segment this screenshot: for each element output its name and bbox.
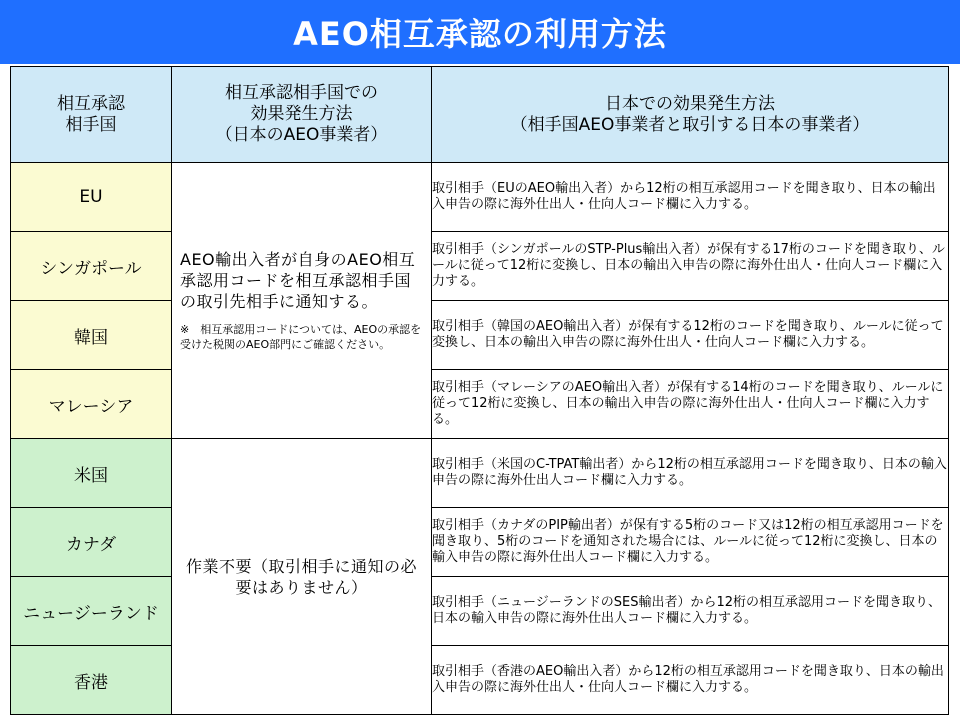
country-cell: シンガポール xyxy=(11,232,172,301)
header-japan-effect: 日本での効果発生方法 （相手国AEO事業者と取引する日本の事業者） xyxy=(432,67,949,163)
aeo-table xyxy=(10,66,949,715)
method-text: 作業不要（取引相手に通知の必要はありません） xyxy=(185,556,417,597)
country-cell: EU xyxy=(11,163,172,232)
country-cell: 韓国 xyxy=(11,301,172,370)
method-cell-notify xyxy=(172,163,432,439)
header-partner-country: 相互承認 相手国 xyxy=(11,67,172,163)
table-row xyxy=(11,646,949,715)
title-bar xyxy=(0,0,960,64)
country-cell: 米国 xyxy=(11,439,172,508)
country-cell: カナダ xyxy=(11,508,172,577)
table-row xyxy=(11,577,949,646)
detail-cell: 取引相手（ニュージーランドのSES輸出者）から12桁の相互承認用コードを聞き取り、日本の輸入申告の際に海外仕出人コード欄に入力する。 xyxy=(432,577,949,646)
table-row xyxy=(11,232,949,301)
table-row xyxy=(11,301,949,370)
method-note: ※ 相互承認用コードについては、AEOの承認を受けた税関のAEO部門にご確認ください。 xyxy=(180,323,422,351)
table-row xyxy=(11,370,949,439)
page-title: AEO相互承認の利用方法 xyxy=(293,15,667,53)
method-text: AEO輸出入者が自身のAEO相互承認用コードを相互承認相手国の取引先相手に通知する。 xyxy=(180,250,416,311)
detail-cell: 取引相手（韓国のAEO輸出入者）が保有する12桁のコードを聞き取り、ルールに従って変換し、日本の輸出入申告の際に海外仕出人・仕向人コード欄に入力する。 xyxy=(432,301,949,370)
detail-cell: 取引相手（カナダのPIP輸出者）が保有する5桁のコード又は12桁の相互承認用コードを聞き取り、5桁のコードを通知された場合には、ルールに従って12桁に変換し、日本の輸入申告の際に海外仕出人コード欄に入力する。 xyxy=(432,508,949,577)
detail-cell: 取引相手（米国のC-TPAT輸出者）から12桁の相互承認用コードを聞き取り、日本の輸入申告の際に海外仕出人コード欄に入力する。 xyxy=(432,439,949,508)
detail-cell: 取引相手（香港のAEO輸出入者）から12桁の相互承認用コードを聞き取り、日本の輸出入申告の際に海外仕出人・仕向人コード欄に入力する。 xyxy=(432,646,949,715)
table-row xyxy=(11,508,949,577)
table-row xyxy=(11,439,949,508)
detail-cell: 取引相手（マレーシアのAEO輸出入者）が保有する14桁のコードを聞き取り、ルールに従って12桁に変換し、日本の輸出入申告の際に海外仕出人・仕向人コード欄に入力する。 xyxy=(432,370,949,439)
method-cell-no-action xyxy=(172,439,432,715)
country-cell: マレーシア xyxy=(11,370,172,439)
header-row xyxy=(11,67,949,163)
country-cell: ニュージーランド xyxy=(11,577,172,646)
detail-cell: 取引相手（EUのAEO輸出入者）から12桁の相互承認用コードを聞き取り、日本の輸出入申告の際に海外仕出人・仕向人コード欄に入力する。 xyxy=(432,163,949,232)
detail-cell: 取引相手（シンガポールのSTP-Plus輸出入者）が保有する17桁のコードを聞き取り、ルールに従って12桁に変換し、日本の輸出入申告の際に海外仕出人・仕向人コード欄に入力する。 xyxy=(432,232,949,301)
country-cell: 香港 xyxy=(11,646,172,715)
table-row xyxy=(11,163,949,232)
header-partner-effect: 相互承認相手国での 効果発生方法 （日本のAEO事業者） xyxy=(172,67,432,163)
